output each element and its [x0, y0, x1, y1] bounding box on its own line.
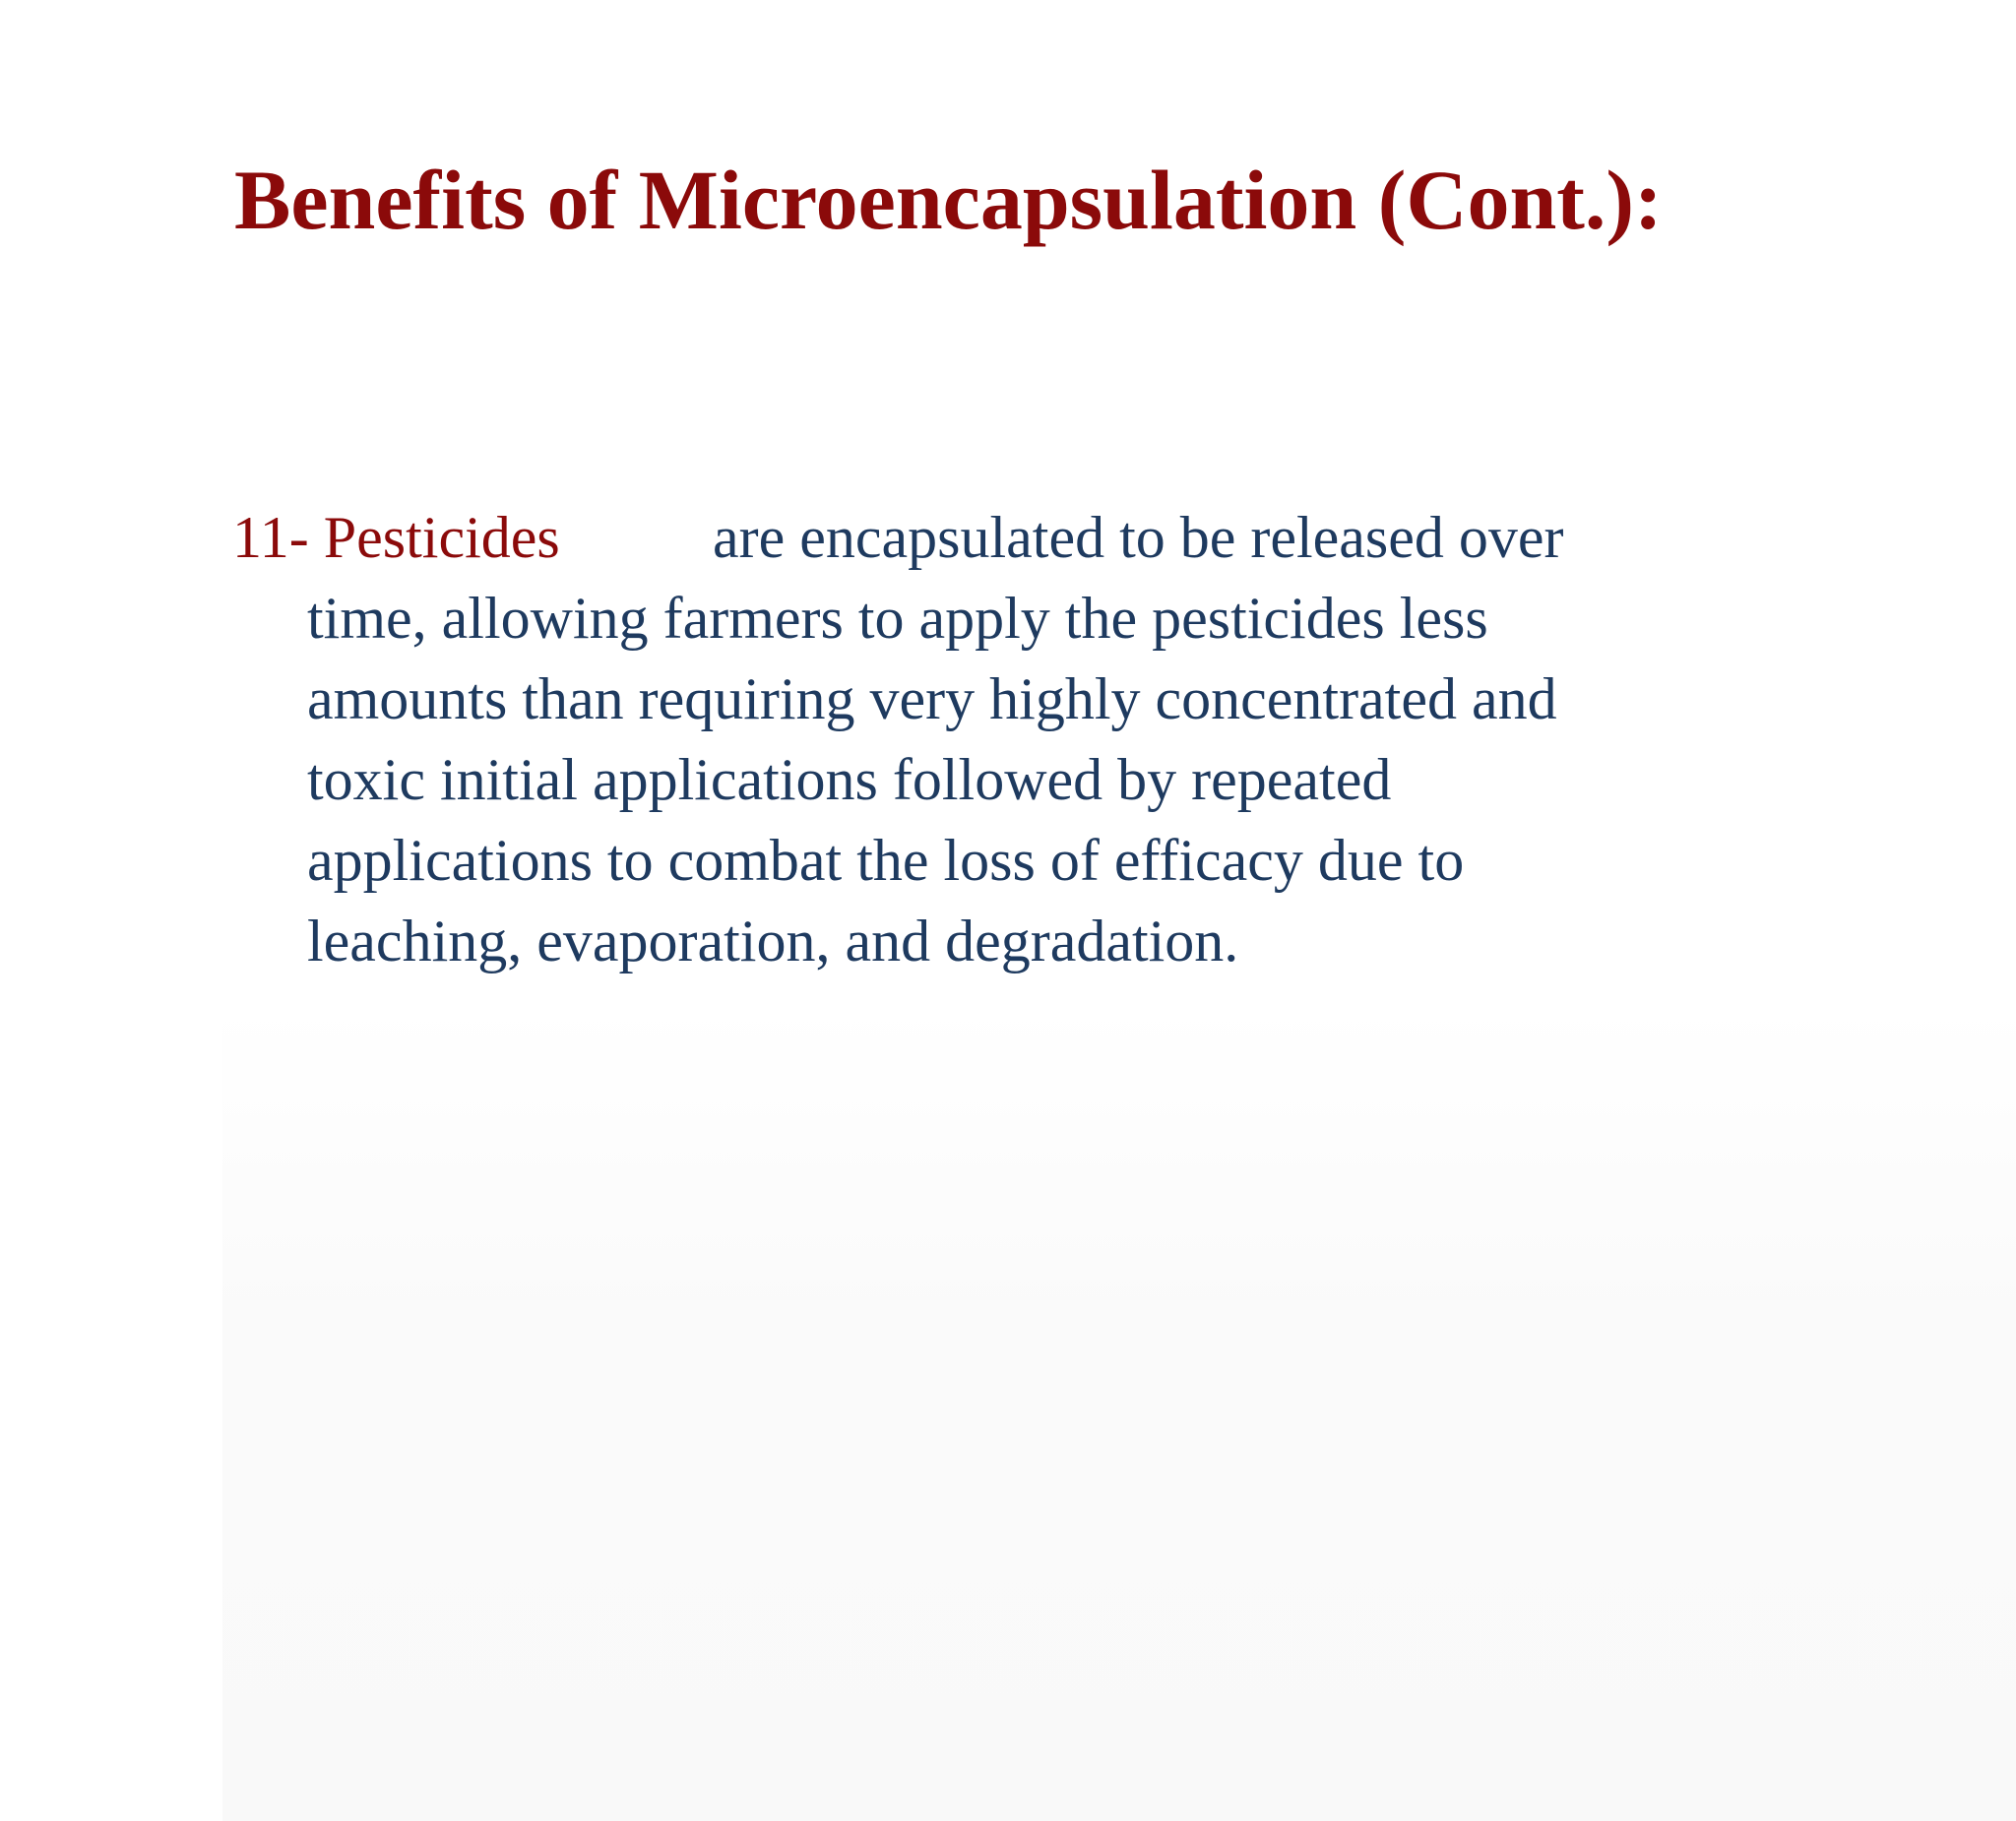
background-panel [222, 1004, 2016, 1821]
benefit-text-line: toxic initial applications followed by repeated [307, 747, 1392, 812]
benefit-text-line: are encapsulated to be released over [713, 505, 1564, 570]
benefit-text-line: applications to combat the loss of efficacy due to [307, 828, 1465, 893]
slide-title: Benefits of Microencapsulation (Cont.): [234, 153, 1663, 247]
benefit-line-1 [232, 497, 1768, 578]
benefit-lead: 11- Pesticides [232, 505, 560, 570]
benefit-text-line: time, allowing farmers to apply the pesticides less [307, 586, 1488, 651]
benefit-item-11 [232, 497, 1768, 981]
benefit-text-line: amounts than requiring very highly concentrated and [307, 666, 1557, 731]
benefit-text-line: leaching, evaporation, and degradation. [307, 909, 1239, 973]
